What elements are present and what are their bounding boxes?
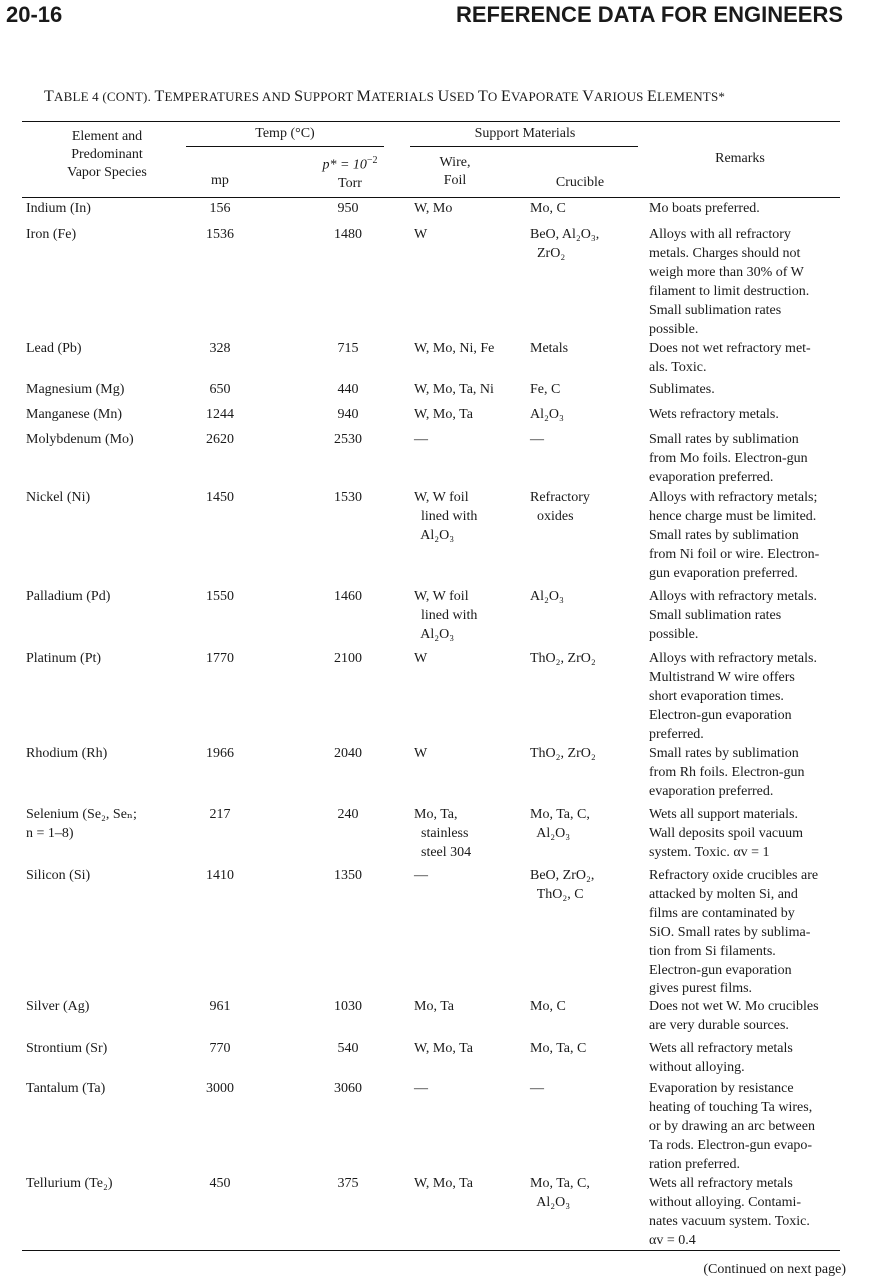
cell-wire-foil: [414, 200, 524, 219]
cell-pstar-temp: 440: [337, 382, 359, 397]
cell-element-line: Magnesium (Mg): [26, 382, 125, 397]
cell-crucible-line: Al₂O₃: [530, 589, 564, 604]
cell-element-line: Nickel (Ni): [26, 490, 91, 505]
cell-remarks-line: short evaporation times.: [649, 688, 784, 704]
cell-crucible: [530, 1175, 640, 1213]
cell-crucible-line: BeO, ZrO₂,: [530, 868, 595, 883]
cell-mp: 1450: [206, 490, 234, 505]
cell-remarks: [649, 806, 849, 863]
cell-mp: 217: [209, 807, 231, 822]
cell-remarks: [649, 745, 849, 802]
cell-crucible-line: Al₂O₃: [530, 825, 571, 841]
cell-remarks-line: evaporation preferred.: [649, 469, 774, 485]
cell-element: [26, 588, 196, 607]
cell-crucible-line: Mo, C: [530, 999, 566, 1014]
cell-wire-foil-line: W, Mo, Ta: [414, 1176, 473, 1191]
cell-crucible-line: ThO₂, ZrO₂: [530, 746, 596, 761]
temp-group-rule: [186, 146, 384, 147]
cell-wire-foil: [414, 806, 524, 863]
cell-crucible-line: Fe, C: [530, 382, 561, 397]
cell-element-line: Platinum (Pt): [26, 651, 102, 666]
cell-element: [26, 650, 196, 669]
cell-remarks-line: SiO. Small rates by sublima-: [649, 924, 811, 940]
cell-wire-foil: [414, 431, 524, 450]
cell-remarks: [649, 406, 849, 425]
cell-remarks-line: Multistrand W wire offers: [649, 669, 795, 685]
cell-remarks-line: Electron-gun evaporation: [649, 962, 792, 978]
cell-wire-foil-line: W: [414, 746, 428, 761]
table-caption: TABLE 4 (CONT). TEMPERATURES AND SUPPORT MATERIALS USED TO EVAPORATE VARIOUS ELEMENTS*: [44, 88, 726, 105]
cell-pstar-temp: 1460: [334, 589, 362, 604]
cell-wire-foil: [414, 588, 524, 645]
cell-crucible: [530, 200, 640, 219]
cell-remarks-line: Small sublimation rates: [649, 607, 782, 623]
cell-remarks-line: als. Toxic.: [649, 359, 707, 375]
cell-crucible: [530, 381, 640, 400]
col-header-mp: mp: [211, 173, 229, 188]
cell-pstar-temp: 3060: [334, 1081, 362, 1096]
cell-element: [26, 1040, 196, 1059]
cell-wire-foil-line: Al₂O₃: [414, 626, 455, 642]
cell-remarks-line: nates vacuum system. Toxic.: [649, 1213, 810, 1229]
cell-remarks: [649, 650, 849, 745]
col-header-pstar: $p* = 10^{-2}$ Torr: [322, 155, 378, 191]
cell-crucible-line: ThO₂, ZrO₂: [530, 651, 596, 666]
cell-pstar-temp: 2530: [334, 432, 362, 447]
cell-remarks: [649, 1040, 849, 1078]
cell-remarks: [649, 489, 849, 584]
cell-remarks: [649, 226, 849, 339]
cell-remarks-line: hence charge must be limited.: [649, 508, 817, 524]
cell-crucible: [530, 1080, 640, 1099]
cell-wire-foil-line: Mo, Ta,: [414, 807, 458, 822]
cell-remarks-line: from Rh foils. Electron-gun: [649, 764, 805, 780]
cell-remarks-line: Alloys with refractory metals.: [649, 651, 817, 666]
cell-crucible-line: ThO₂, C: [530, 886, 584, 902]
cell-element-line: Silicon (Si): [26, 868, 91, 883]
cell-remarks-line: Wets refractory metals.: [649, 407, 779, 422]
col-header-crucible: Crucible: [555, 175, 605, 190]
cell-mp: 450: [209, 1176, 231, 1191]
cell-crucible-line: ZrO₂: [530, 245, 566, 261]
cell-remarks-line: possible.: [649, 626, 699, 642]
cell-wire-foil-line: W, Mo, Ta: [414, 407, 473, 422]
cell-pstar-temp: 715: [337, 341, 359, 356]
cell-wire-foil-line: —: [414, 432, 428, 447]
cell-element-line: Lead (Pb): [26, 341, 82, 356]
cell-remarks-line: Wall deposits spoil vacuum: [649, 825, 804, 841]
cell-crucible-line: Metals: [530, 341, 569, 356]
cell-element: [26, 1080, 196, 1099]
cell-wire-foil: [414, 340, 524, 359]
col-header-remarks: Remarks: [715, 151, 765, 166]
cell-pstar-temp: 1530: [334, 490, 362, 505]
cell-remarks-line: filament to limit destruction.: [649, 283, 810, 299]
cell-crucible: [530, 650, 640, 669]
cell-crucible: [530, 406, 640, 425]
cell-remarks-line: Small rates by sublimation: [649, 527, 799, 543]
cell-remarks: [649, 431, 849, 488]
cell-wire-foil-line: W: [414, 227, 428, 242]
cell-remarks-line: Refractory oxide crucibles are: [649, 868, 819, 883]
cell-element-line: Manganese (Mn): [26, 407, 123, 422]
cell-wire-foil-line: Al₂O₃: [414, 527, 455, 543]
cell-mp: 1550: [206, 589, 234, 604]
cell-wire-foil: [414, 226, 524, 245]
cell-remarks-line: Small rates by sublimation: [649, 746, 799, 761]
cell-crucible: [530, 867, 640, 905]
cell-element-line: Selenium (Se₂, Seₙ;: [26, 807, 137, 822]
cell-crucible-line: Mo, Ta, C: [530, 1041, 587, 1056]
cell-pstar-temp: 540: [337, 1041, 359, 1056]
cell-pstar-temp: 240: [337, 807, 359, 822]
cell-remarks-line: without alloying.: [649, 1059, 745, 1075]
book-title: REFERENCE DATA FOR ENGINEERS: [455, 2, 843, 27]
cell-remarks: [649, 1175, 849, 1251]
cell-pstar-temp: 950: [337, 201, 359, 216]
cell-remarks-line: without alloying. Contami-: [649, 1194, 802, 1210]
cell-mp: 650: [209, 382, 231, 397]
cell-remarks: [649, 1080, 849, 1175]
cell-remarks: [649, 998, 849, 1036]
cell-crucible: [530, 489, 640, 527]
cell-remarks-line: evaporation preferred.: [649, 783, 774, 799]
cell-remarks-line: Wets all refractory metals: [649, 1176, 793, 1191]
cell-wire-foil: [414, 867, 524, 886]
cell-wire-foil-line: steel 304: [414, 844, 472, 860]
cell-remarks-line: Sublimates.: [649, 382, 715, 397]
cell-wire-foil-line: W, Mo, Ni, Fe: [414, 341, 495, 356]
cell-remarks-line: or by drawing an arc between: [649, 1118, 815, 1134]
cell-remarks-line: Does not wet refractory met-: [649, 341, 811, 356]
cell-remarks-line: Small rates by sublimation: [649, 432, 799, 447]
cell-element-line: Tantalum (Ta): [26, 1081, 106, 1096]
cell-crucible: [530, 998, 640, 1017]
cell-remarks-line: films are contaminated by: [649, 905, 795, 921]
cell-crucible: [530, 431, 640, 450]
cell-element: [26, 806, 196, 844]
cell-element-line: Molybdenum (Mo): [26, 432, 134, 447]
cell-wire-foil: [414, 998, 524, 1017]
cell-mp: 961: [209, 999, 231, 1014]
cell-crucible: [530, 226, 640, 264]
col-header-support-group: Support Materials: [474, 126, 576, 141]
cell-remarks-line: gives purest films.: [649, 981, 753, 997]
cell-pstar-temp: 2040: [334, 746, 362, 761]
cell-wire-foil: [414, 745, 524, 764]
cell-mp: 1966: [206, 746, 234, 761]
cell-crucible: [530, 1040, 640, 1059]
cell-element: [26, 745, 196, 764]
cell-remarks: [649, 588, 849, 645]
cell-crucible-line: Mo, Ta, C,: [530, 807, 590, 822]
cell-remarks-line: metals. Charges should not: [649, 245, 801, 261]
cell-wire-foil: [414, 406, 524, 425]
cell-crucible-line: —: [530, 432, 544, 447]
cell-wire-foil-line: W, Mo, Ta, Ni: [414, 382, 494, 397]
cell-pstar-temp: 2100: [334, 651, 362, 666]
header-bottom-rule: [22, 197, 840, 198]
cell-remarks-line: preferred.: [649, 726, 704, 742]
cell-remarks-line: ration preferred.: [649, 1156, 740, 1172]
support-group-rule: [410, 146, 638, 147]
cell-element: [26, 489, 196, 508]
cell-pstar-temp: 940: [337, 407, 359, 422]
cell-element-line: Rhodium (Rh): [26, 746, 108, 761]
cell-wire-foil: [414, 1040, 524, 1059]
page-header: [6, 2, 843, 32]
col-header-temp-group: Temp (°C): [255, 126, 315, 141]
cell-wire-foil: [414, 1175, 524, 1194]
col-header-wire: Wire, Foil: [439, 155, 471, 188]
cell-element: [26, 340, 196, 359]
cell-remarks-line: Alloys with refractory metals.: [649, 589, 817, 604]
cell-remarks-line: Wets all support materials.: [649, 807, 798, 822]
cell-element-line: Strontium (Sr): [26, 1041, 108, 1056]
cell-wire-foil-line: lined with: [414, 607, 478, 623]
cell-element: [26, 431, 196, 450]
cell-element: [26, 200, 196, 219]
cell-wire-foil-line: W, Mo, Ta: [414, 1041, 473, 1056]
cell-remarks-line: αv = 0.4: [649, 1232, 696, 1248]
cell-pstar-temp: 1350: [334, 868, 362, 883]
cell-mp: 770: [209, 1041, 231, 1056]
cell-pstar-temp: 1030: [334, 999, 362, 1014]
cell-remarks-line: Ta rods. Electron-gun evapo-: [649, 1137, 813, 1153]
cell-remarks-line: from Mo foils. Electron-gun: [649, 450, 808, 466]
cell-remarks-line: from Ni foil or wire. Electron-: [649, 546, 820, 562]
cell-mp: 328: [209, 341, 231, 356]
cell-element: [26, 381, 196, 400]
cell-wire-foil-line: W, W foil: [414, 490, 469, 505]
cell-wire-foil: [414, 650, 524, 669]
cell-element: [26, 406, 196, 425]
cell-remarks-line: Wets all refractory metals: [649, 1041, 793, 1056]
cell-element-line: n = 1–8): [26, 825, 74, 841]
cell-crucible-line: —: [530, 1081, 544, 1096]
cell-mp: 3000: [206, 1081, 234, 1096]
continued-note: (Continued on next page): [703, 1262, 846, 1277]
cell-remarks: [649, 867, 849, 999]
cell-pstar-temp: 375: [337, 1176, 359, 1191]
cell-remarks-line: Small sublimation rates: [649, 302, 782, 318]
cell-remarks: [649, 381, 849, 400]
cell-crucible-line: BeO, Al₂O₃,: [530, 227, 600, 242]
cell-remarks: [649, 340, 849, 378]
cell-wire-foil-line: stainless: [414, 825, 469, 841]
cell-remarks-line: gun evaporation preferred.: [649, 565, 798, 581]
cell-wire-foil-line: —: [414, 868, 428, 883]
cell-mp: 1770: [206, 651, 234, 666]
cell-wire-foil-line: W, Mo: [414, 201, 453, 216]
cell-remarks: [649, 200, 849, 219]
cell-element: [26, 1175, 196, 1194]
cell-wire-foil: [414, 489, 524, 546]
cell-mp: 1410: [206, 868, 234, 883]
cell-crucible-line: Mo, Ta, C,: [530, 1176, 590, 1191]
cell-wire-foil-line: W: [414, 651, 428, 666]
cell-element-line: Tellurium (Te₂): [26, 1176, 113, 1191]
cell-wire-foil-line: lined with: [414, 508, 478, 524]
cell-crucible-line: Al₂O₃: [530, 1194, 571, 1210]
table-top-rule: [22, 121, 840, 122]
cell-pstar-temp: 1480: [334, 227, 362, 242]
cell-wire-foil: [414, 1080, 524, 1099]
cell-remarks-line: weigh more than 30% of W: [649, 264, 804, 280]
cell-mp: 156: [209, 201, 231, 216]
cell-element: [26, 998, 196, 1017]
cell-crucible: [530, 588, 640, 607]
cell-wire-foil-line: —: [414, 1081, 428, 1096]
cell-element: [26, 226, 196, 245]
cell-remarks-line: system. Toxic. αv = 1: [649, 844, 770, 860]
cell-element-line: Palladium (Pd): [26, 589, 111, 604]
cell-remarks-line: heating of touching Ta wires,: [649, 1099, 813, 1115]
cell-remarks-line: possible.: [649, 321, 699, 337]
cell-mp: 2620: [206, 432, 234, 447]
cell-remarks-line: are very durable sources.: [649, 1017, 789, 1033]
cell-mp: 1536: [206, 227, 234, 242]
cell-remarks-line: attacked by molten Si, and: [649, 886, 798, 902]
cell-wire-foil-line: W, W foil: [414, 589, 469, 604]
cell-crucible-line: oxides: [530, 508, 574, 524]
cell-element-line: Indium (In): [26, 201, 91, 216]
cell-remarks-line: Electron-gun evaporation: [649, 707, 792, 723]
cell-remarks-line: tion from Si filaments.: [649, 943, 776, 959]
cell-crucible: [530, 745, 640, 764]
cell-crucible-line: Al₂O₃: [530, 407, 564, 422]
cell-wire-foil: [414, 381, 524, 400]
cell-remarks-line: Evaporation by resistance: [649, 1081, 794, 1096]
cell-element-line: Silver (Ag): [26, 999, 90, 1014]
cell-element: [26, 867, 196, 886]
cell-remarks-line: Alloys with refractory metals;: [649, 490, 818, 505]
col-header-element: Element and Predominant Vapor Species: [67, 129, 147, 180]
cell-remarks-line: Mo boats preferred.: [649, 201, 760, 216]
cell-crucible: [530, 806, 640, 844]
cell-crucible-line: Mo, C: [530, 201, 566, 216]
cell-remarks-line: Does not wet W. Mo crucibles: [649, 999, 819, 1014]
cell-crucible: [530, 340, 640, 359]
cell-element-line: Iron (Fe): [26, 227, 77, 242]
cell-mp: 1244: [206, 407, 234, 422]
page-number: 20-16: [6, 2, 63, 27]
cell-crucible-line: Refractory: [530, 490, 590, 505]
table-bottom-rule: [22, 1250, 840, 1251]
cell-wire-foil-line: Mo, Ta: [414, 999, 454, 1014]
cell-remarks-line: Alloys with all refractory: [649, 227, 791, 242]
